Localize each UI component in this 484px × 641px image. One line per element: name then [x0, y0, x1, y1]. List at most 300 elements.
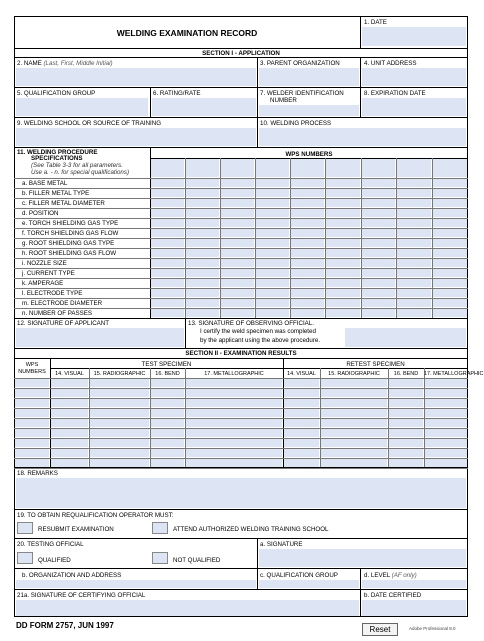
wps-number-field[interactable]: [151, 159, 184, 177]
results-cell[interactable]: [321, 399, 387, 407]
name-field[interactable]: [16, 68, 256, 86]
expiration-date-label: 8. EXPIRATION DATE: [364, 90, 426, 97]
wps-cell[interactable]: [256, 249, 289, 257]
results-cell[interactable]: [15, 399, 49, 407]
wps-cell[interactable]: [362, 279, 395, 287]
results-cell[interactable]: [321, 459, 387, 467]
results-cell[interactable]: [389, 429, 423, 437]
wps-number-field[interactable]: [433, 159, 467, 177]
wps-cell[interactable]: [362, 289, 395, 297]
wps-cell[interactable]: [291, 299, 324, 307]
results-cell[interactable]: [284, 379, 319, 387]
wps-cell[interactable]: [221, 239, 254, 247]
wps-cell[interactable]: [397, 239, 431, 247]
wps-cell[interactable]: [291, 249, 324, 257]
wps-cell[interactable]: [433, 289, 467, 297]
wps-cell[interactable]: [186, 249, 219, 257]
wps-cell[interactable]: [326, 279, 360, 287]
results-cell[interactable]: [425, 449, 467, 457]
results-col-header: 15. RADIOGRAPHIC: [328, 371, 380, 377]
wps-cell[interactable]: [221, 269, 254, 277]
results-cell[interactable]: [321, 389, 387, 397]
wps-cell[interactable]: [433, 269, 467, 277]
wps-cell[interactable]: [362, 249, 395, 257]
testing-official-label: 20. TESTING OFFICIAL: [17, 541, 84, 548]
results-cell[interactable]: [389, 439, 423, 447]
results-cell[interactable]: [90, 439, 149, 447]
qual-group-label: 5. QUALIFICATION GROUP: [17, 90, 96, 97]
wps-row-label: l. ELECTRODE TYPE: [22, 290, 83, 297]
results-cell[interactable]: [186, 389, 282, 397]
results-cell[interactable]: [15, 419, 49, 427]
qual-group-field[interactable]: [16, 98, 148, 116]
results-cell[interactable]: [151, 399, 184, 407]
wps-hint: (See Table 3-3 for all parameters.: [31, 162, 123, 169]
wps-cell[interactable]: [326, 219, 360, 227]
wps-cell[interactable]: [256, 279, 289, 287]
results-cell[interactable]: [389, 449, 423, 457]
results-cell[interactable]: [51, 449, 88, 457]
wps-cell[interactable]: [186, 239, 219, 247]
wps-cell[interactable]: [397, 219, 431, 227]
wps-cell[interactable]: [291, 199, 324, 207]
wps-cell[interactable]: [186, 219, 219, 227]
results-cell[interactable]: [425, 409, 467, 417]
rating-label: 6. RATING/RATE: [153, 90, 201, 97]
results-cell[interactable]: [90, 459, 149, 467]
results-cell[interactable]: [151, 449, 184, 457]
results-cell[interactable]: [186, 439, 282, 447]
results-col-header: 17. METALLOGRAPHIC: [204, 371, 264, 377]
wps-cell[interactable]: [221, 189, 254, 197]
test-specimen-header: TEST SPECIMEN: [141, 361, 192, 368]
date-certified-field[interactable]: [362, 600, 466, 616]
wps-cell[interactable]: [362, 179, 395, 187]
wps-cell[interactable]: [291, 279, 324, 287]
results-cell[interactable]: [186, 429, 282, 437]
wps-cell[interactable]: [186, 229, 219, 237]
wps-cell[interactable]: [397, 209, 431, 217]
results-cell[interactable]: [151, 419, 184, 427]
results-cell[interactable]: [51, 379, 88, 387]
results-cell[interactable]: [186, 419, 282, 427]
results-cell[interactable]: [425, 399, 467, 407]
qualified-checkbox[interactable]: [17, 552, 33, 564]
wps-cell[interactable]: [291, 219, 324, 227]
wps-cell[interactable]: [291, 179, 324, 187]
divider: [14, 467, 468, 468]
wps-cell[interactable]: [433, 199, 467, 207]
results-cell[interactable]: [51, 419, 88, 427]
level-field[interactable]: [362, 580, 466, 588]
wps-cell[interactable]: [151, 219, 184, 227]
results-cell[interactable]: [90, 449, 149, 457]
results-cell[interactable]: [90, 379, 149, 387]
results-cell[interactable]: [321, 429, 387, 437]
wps-cell[interactable]: [186, 289, 219, 297]
attend-school-checkbox[interactable]: [152, 522, 168, 534]
section-2-header: SECTION II - EXAMINATION RESULTS: [185, 350, 297, 357]
results-cell[interactable]: [186, 379, 282, 387]
results-cell[interactable]: [186, 399, 282, 407]
wps-row-label: i. NOZZLE SIZE: [22, 260, 67, 267]
wps-cell[interactable]: [397, 249, 431, 257]
wps-cell[interactable]: [326, 199, 360, 207]
not-qualified-checkbox[interactable]: [152, 552, 168, 564]
wps-row-label: a. BASE METAL: [22, 180, 68, 187]
wps-cell[interactable]: [433, 259, 467, 267]
wps-cell[interactable]: [151, 289, 184, 297]
date-field[interactable]: [362, 27, 466, 46]
results-cell[interactable]: [321, 379, 387, 387]
wps-cell[interactable]: [397, 229, 431, 237]
remarks-field[interactable]: [16, 478, 466, 508]
wps-cell[interactable]: [326, 229, 360, 237]
divider: [14, 318, 468, 319]
wps-cell[interactable]: [221, 219, 254, 227]
wps-cell[interactable]: [397, 199, 431, 207]
remarks-label: 18. REMARKS: [17, 470, 58, 477]
results-cell[interactable]: [51, 399, 88, 407]
results-cell[interactable]: [90, 409, 149, 417]
wps-cell[interactable]: [433, 179, 467, 187]
wps-cell[interactable]: [256, 209, 289, 217]
wps-cell[interactable]: [256, 219, 289, 227]
results-cell[interactable]: [284, 409, 319, 417]
results-cell[interactable]: [321, 409, 387, 417]
wps-cell[interactable]: [151, 229, 184, 237]
results-cell[interactable]: [425, 379, 467, 387]
results-cell[interactable]: [90, 399, 149, 407]
wps-cell[interactable]: [362, 259, 395, 267]
process-field[interactable]: [259, 128, 466, 146]
wps-cell[interactable]: [186, 279, 219, 287]
divider: [14, 87, 468, 88]
wps-cell[interactable]: [256, 239, 289, 247]
results-cell[interactable]: [90, 429, 149, 437]
results-cell[interactable]: [51, 409, 88, 417]
rating-field[interactable]: [152, 98, 256, 116]
wps-cell[interactable]: [221, 289, 254, 297]
wps-cell[interactable]: [326, 239, 360, 247]
welder-id-field[interactable]: [259, 105, 359, 116]
applicant-signature-label: 12. SIGNATURE OF APPLICANT: [17, 320, 110, 327]
results-cell[interactable]: [284, 389, 319, 397]
wps-cell[interactable]: [186, 309, 219, 317]
results-cell[interactable]: [389, 379, 423, 387]
qual-group-2-field[interactable]: [259, 580, 359, 588]
wps-number-field[interactable]: [186, 159, 219, 177]
wps-cell[interactable]: [186, 299, 219, 307]
results-cell[interactable]: [425, 419, 467, 427]
wps-cell[interactable]: [362, 189, 395, 197]
wps-cell[interactable]: [256, 269, 289, 277]
wps-cell[interactable]: [256, 259, 289, 267]
results-col-header: 17. METALLOGRAPHIC: [424, 371, 484, 377]
divider: [14, 568, 468, 569]
results-cell[interactable]: [389, 409, 423, 417]
divider: [14, 57, 468, 58]
wps-cell[interactable]: [256, 229, 289, 237]
wps-cell[interactable]: [397, 269, 431, 277]
wps-cell[interactable]: [326, 259, 360, 267]
wps-cell[interactable]: [362, 199, 395, 207]
wps-cell[interactable]: [221, 209, 254, 217]
signature-field[interactable]: [259, 549, 466, 567]
wps-cell[interactable]: [433, 309, 467, 317]
wps-cell[interactable]: [291, 269, 324, 277]
wps-cell[interactable]: [186, 269, 219, 277]
divider: [14, 147, 468, 148]
wps-cell[interactable]: [256, 189, 289, 197]
retest-specimen-header: RETEST SPECIMEN: [346, 361, 405, 368]
wps-cell[interactable]: [221, 279, 254, 287]
wps-cell[interactable]: [151, 199, 184, 207]
results-col-header: 15. RADIOGRAPHIC: [93, 371, 146, 377]
results-cell[interactable]: [284, 399, 319, 407]
results-cell[interactable]: [15, 389, 49, 397]
results-cell[interactable]: [321, 419, 387, 427]
wps-cell[interactable]: [362, 239, 395, 247]
resubmit-label: RESUBMIT EXAMINATION: [38, 526, 114, 533]
results-cell[interactable]: [389, 419, 423, 427]
wps-row-label: e. TORCH SHIELDING GAS TYPE: [22, 220, 119, 227]
results-cell[interactable]: [151, 379, 184, 387]
results-cell[interactable]: [151, 389, 184, 397]
resubmit-checkbox[interactable]: [17, 522, 33, 534]
wps-cell[interactable]: [291, 239, 324, 247]
wps-cell[interactable]: [151, 189, 184, 197]
results-cell[interactable]: [321, 449, 387, 457]
level-label: d. LEVEL (AF only): [364, 572, 417, 579]
divider: [185, 318, 186, 348]
welder-id-label-2: NUMBER: [270, 97, 297, 104]
results-cell[interactable]: [284, 449, 319, 457]
results-cell[interactable]: [15, 429, 49, 437]
wps-cell[interactable]: [186, 189, 219, 197]
certify-text-2: by the applicant using the above procedure.: [200, 337, 321, 344]
wps-cell[interactable]: [151, 209, 184, 217]
wps-cell[interactable]: [186, 179, 219, 187]
form-title: WELDING EXAMINATION RECORD: [116, 28, 258, 38]
wps-cell[interactable]: [221, 179, 254, 187]
unit-address-field[interactable]: [362, 68, 466, 86]
wps-cell[interactable]: [397, 179, 431, 187]
divider: [50, 368, 468, 369]
wps-cell[interactable]: [326, 269, 360, 277]
observing-signature-label: 13. SIGNATURE OF OBSERVING OFFICIAL.: [188, 320, 314, 327]
wps-row-label: n. NUMBER OF PASSES: [22, 310, 93, 317]
wps-row-label: k. AMPERAGE: [22, 280, 64, 287]
wps-cell[interactable]: [256, 199, 289, 207]
wps-cell[interactable]: [151, 179, 184, 187]
school-field[interactable]: [16, 128, 256, 146]
wps-cell[interactable]: [221, 199, 254, 207]
results-cell[interactable]: [151, 459, 184, 467]
wps-number-field[interactable]: [326, 159, 360, 177]
wps-number-field[interactable]: [397, 159, 431, 177]
wps-hint-2: Use a. - n. for special qualifications): [31, 169, 130, 176]
wps-cell[interactable]: [326, 209, 360, 217]
results-cell[interactable]: [284, 439, 319, 447]
wps-cell[interactable]: [433, 279, 467, 287]
results-cell[interactable]: [15, 449, 49, 457]
divider: [14, 348, 468, 349]
results-cell[interactable]: [389, 399, 423, 407]
results-cell[interactable]: [51, 429, 88, 437]
results-cell[interactable]: [151, 409, 184, 417]
wps-row-label: m. ELECTRODE DIAMETER: [22, 300, 103, 307]
results-cell[interactable]: [186, 459, 282, 467]
results-cell[interactable]: [90, 419, 149, 427]
wps-number-field[interactable]: [291, 159, 324, 177]
wps-cell[interactable]: [291, 209, 324, 217]
wps-cell[interactable]: [256, 299, 289, 307]
wps-cell[interactable]: [433, 299, 467, 307]
wps-cell[interactable]: [362, 299, 395, 307]
wps-cell[interactable]: [186, 199, 219, 207]
results-cell[interactable]: [15, 409, 49, 417]
wps-cell[interactable]: [256, 179, 289, 187]
wps-cell[interactable]: [433, 209, 467, 217]
results-cell[interactable]: [15, 379, 49, 387]
wps-cell[interactable]: [151, 309, 184, 317]
unit-address-label: 4. UNIT ADDRESS: [364, 60, 417, 67]
results-cell[interactable]: [151, 429, 184, 437]
wps-cell[interactable]: [362, 269, 395, 277]
wps-cell[interactable]: [433, 219, 467, 227]
wps-cell[interactable]: [326, 189, 360, 197]
results-cell[interactable]: [186, 449, 282, 457]
wps-cell[interactable]: [326, 249, 360, 257]
wps-cell[interactable]: [362, 229, 395, 237]
wps-cell[interactable]: [221, 309, 254, 317]
wps-cell[interactable]: [151, 269, 184, 277]
results-cell[interactable]: [284, 429, 319, 437]
observing-signature-field[interactable]: [345, 328, 466, 347]
wps-cell[interactable]: [362, 209, 395, 217]
wps-cell[interactable]: [326, 289, 360, 297]
wps-cell[interactable]: [433, 239, 467, 247]
parent-org-field[interactable]: [259, 68, 359, 86]
org-address-field[interactable]: [16, 580, 256, 588]
wps-cell[interactable]: [151, 279, 184, 287]
wps-cell[interactable]: [221, 299, 254, 307]
results-cell[interactable]: [51, 459, 88, 467]
results-cell[interactable]: [425, 459, 467, 467]
divider: [150, 87, 151, 117]
divider: [257, 538, 258, 589]
results-cell[interactable]: [389, 389, 423, 397]
wps-cell[interactable]: [186, 259, 219, 267]
wps-cell[interactable]: [291, 259, 324, 267]
welder-id-label: 7. WELDER IDENTIFICATION: [260, 90, 344, 97]
wps-cell[interactable]: [151, 299, 184, 307]
results-cell[interactable]: [389, 459, 423, 467]
wps-number-field[interactable]: [362, 159, 395, 177]
results-cell[interactable]: [425, 389, 467, 397]
divider: [360, 568, 361, 617]
date-certified-label: b. DATE CERTIFIED: [364, 592, 422, 599]
wps-cell[interactable]: [221, 249, 254, 257]
divider: [257, 57, 258, 87]
wps-cell[interactable]: [291, 229, 324, 237]
wps-number-field[interactable]: [221, 159, 254, 177]
wps-cell[interactable]: [362, 309, 395, 317]
wps-row-label: b. FILLER METAL TYPE: [22, 190, 90, 197]
wps-cell[interactable]: [256, 309, 289, 317]
divider: [360, 87, 361, 117]
divider: [14, 538, 468, 539]
results-cell[interactable]: [151, 439, 184, 447]
wps-cell[interactable]: [433, 249, 467, 257]
wps-cell[interactable]: [256, 289, 289, 297]
results-cell[interactable]: [51, 389, 88, 397]
wps-cell[interactable]: [151, 249, 184, 257]
results-cell[interactable]: [186, 409, 282, 417]
results-cell[interactable]: [284, 459, 319, 467]
wps-row-label: f. TORCH SHIELDING GAS FLOW: [22, 230, 119, 237]
expiration-date-field[interactable]: [362, 98, 466, 116]
not-qualified-label: NOT QUALIFIED: [173, 557, 221, 564]
wps-number-field[interactable]: [256, 159, 289, 177]
wps-cell[interactable]: [291, 289, 324, 297]
wps-cell[interactable]: [397, 259, 431, 267]
applicant-signature-field[interactable]: [16, 328, 184, 347]
wps-cell[interactable]: [221, 229, 254, 237]
results-cell[interactable]: [15, 439, 49, 447]
wps-cell[interactable]: [362, 219, 395, 227]
wps-cell[interactable]: [397, 309, 431, 317]
divider: [360, 57, 361, 87]
results-cell[interactable]: [15, 459, 49, 467]
wps-cell[interactable]: [397, 189, 431, 197]
divider: [14, 358, 468, 359]
wps-cell[interactable]: [326, 179, 360, 187]
wps-cell[interactable]: [433, 229, 467, 237]
results-cell[interactable]: [425, 439, 467, 447]
results-cell[interactable]: [284, 419, 319, 427]
wps-cell[interactable]: [397, 279, 431, 287]
results-cell[interactable]: [425, 429, 467, 437]
divider: [14, 117, 468, 118]
wps-cell[interactable]: [291, 309, 324, 317]
wps-cell[interactable]: [397, 299, 431, 307]
wps-cell[interactable]: [186, 209, 219, 217]
wps-row-label: j. CURRENT TYPE: [22, 270, 75, 277]
wps-cell[interactable]: [151, 259, 184, 267]
wps-cell[interactable]: [326, 309, 360, 317]
results-cell[interactable]: [90, 389, 149, 397]
results-cell[interactable]: [51, 439, 88, 447]
wps-cell[interactable]: [433, 189, 467, 197]
results-col-header: 16. BEND: [155, 371, 180, 377]
qual-group-2-label: c. QUALIFICATION GROUP: [260, 572, 338, 579]
section-1-header: SECTION I - APPLICATION: [202, 50, 280, 57]
reset-button[interactable]: Reset: [362, 623, 398, 636]
wps-cell[interactable]: [291, 189, 324, 197]
wps-label-2: SPECIFICATIONS: [31, 155, 83, 162]
wps-cell[interactable]: [151, 239, 184, 247]
wps-cell[interactable]: [397, 289, 431, 297]
parent-org-label: 3. PARENT ORGANIZATION: [260, 60, 340, 67]
wps-col-header: WPS: [25, 362, 39, 368]
wps-cell[interactable]: [326, 299, 360, 307]
results-cell[interactable]: [321, 439, 387, 447]
certifying-signature-field[interactable]: [16, 600, 359, 616]
wps-cell[interactable]: [221, 259, 254, 267]
adobe-version: Adobe Professional 8.0: [409, 626, 456, 631]
